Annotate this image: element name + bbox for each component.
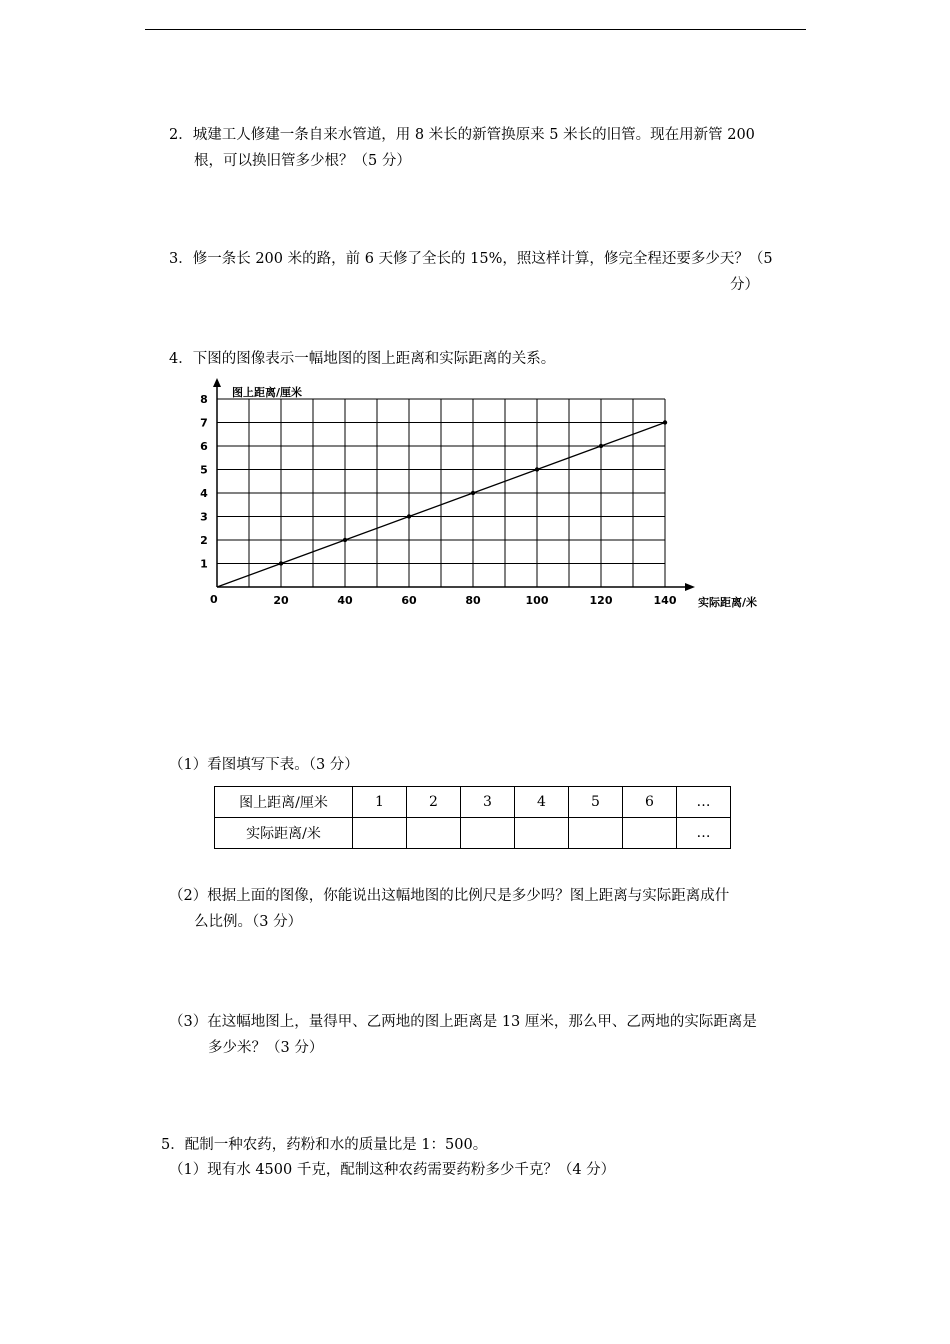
row1-cell: 3 [461,787,515,818]
row1-cell: 6 [623,787,677,818]
data-point [407,514,411,518]
row2-cell[interactable] [569,818,623,849]
chart-origin-label: 0 [210,593,218,606]
row1-header: 图上距离/厘米 [215,787,353,818]
row1-cell: 4 [515,787,569,818]
q4-sub3-line2: 多少米？（3 分） [208,1040,324,1056]
distance-chart [195,375,795,615]
y-tick-label: 2 [200,534,208,547]
q2-text-line1: 2．城建工人修建一条自来水管道，用 8 米长的新管换原来 5 米长的旧管。现在用新管 200 [169,127,755,143]
row1-cell: 2 [407,787,461,818]
data-point [471,491,475,495]
row2-cell[interactable] [407,818,461,849]
y-tick-label: 4 [200,487,208,500]
row2-cell[interactable] [623,818,677,849]
table-row [215,787,731,818]
row1-cell: 5 [569,787,623,818]
q3-text-line1: 3．修一条长 200 米的路，前 6 天修了全长的 15%，照这样计算，修完全程还要多少天？（5 [169,251,773,267]
row1-cell: 1 [353,787,407,818]
data-point [663,420,667,424]
chart-grid [217,399,665,587]
row1-cell: … [677,787,731,818]
y-axis-arrow [213,378,221,387]
y-tick-label: 3 [200,510,208,524]
chart-series [217,420,667,587]
y-tick-label: 1 [200,557,208,571]
x-tick-label: 60 [401,594,417,607]
x-tick-label: 80 [465,594,481,607]
q4-sub1: （1）看图填写下表。（3 分） [169,757,359,773]
y-tick-label: 5 [200,463,208,477]
y-tick-label: 8 [200,393,208,406]
row2-header: 实际距离/米 [215,818,353,849]
table-row [215,818,731,849]
q3-text-line2: 分） [730,277,759,293]
x-tick-label: 40 [337,594,353,607]
chart-axes [213,378,695,591]
row2-cell: … [677,818,731,849]
chart-xlabel: 实际距离/米 [698,596,758,609]
header-rule [145,29,806,30]
data-point [599,444,603,448]
row2-cell[interactable] [461,818,515,849]
q4-intro: 4．下图的图像表示一幅地图的图上距离和实际距离的关系。 [169,351,556,367]
data-point [343,538,347,542]
x-tick-label: 140 [653,594,677,607]
y-tick-label: 7 [200,416,208,430]
x-tick-label: 100 [525,594,549,607]
q5-sub1: （1）现有水 4500 千克，配制这种农药需要药粉多少千克？（4 分） [169,1162,616,1178]
q4-sub2-line2: 么比例。（3 分） [194,914,303,930]
chart-ylabel: 图上距离/厘米 [232,386,303,399]
q4-sub2-line1: （2）根据上面的图像，你能说出这幅地图的比例尺是多少吗？图上距离与实际距离成什 [169,888,730,904]
fill-table [214,786,731,849]
x-axis-arrow [685,583,695,591]
row2-cell[interactable] [515,818,569,849]
q5-intro: 5．配制一种农药，药粉和水的质量比是 1：500。 [161,1137,488,1153]
x-tick-label: 120 [589,594,613,607]
y-tick-label: 6 [200,440,208,453]
q4-sub3-line1: （3）在这幅地图上，量得甲、乙两地的图上距离是 13 厘米，那么甲、乙两地的实际距离是 [169,1014,757,1030]
chart-ticks [200,393,677,607]
data-point [535,467,539,471]
row2-cell[interactable] [353,818,407,849]
data-point [279,561,283,565]
x-tick-label: 20 [273,594,289,607]
q2-text-line2: 根，可以换旧管多少根？（5 分） [194,153,411,169]
